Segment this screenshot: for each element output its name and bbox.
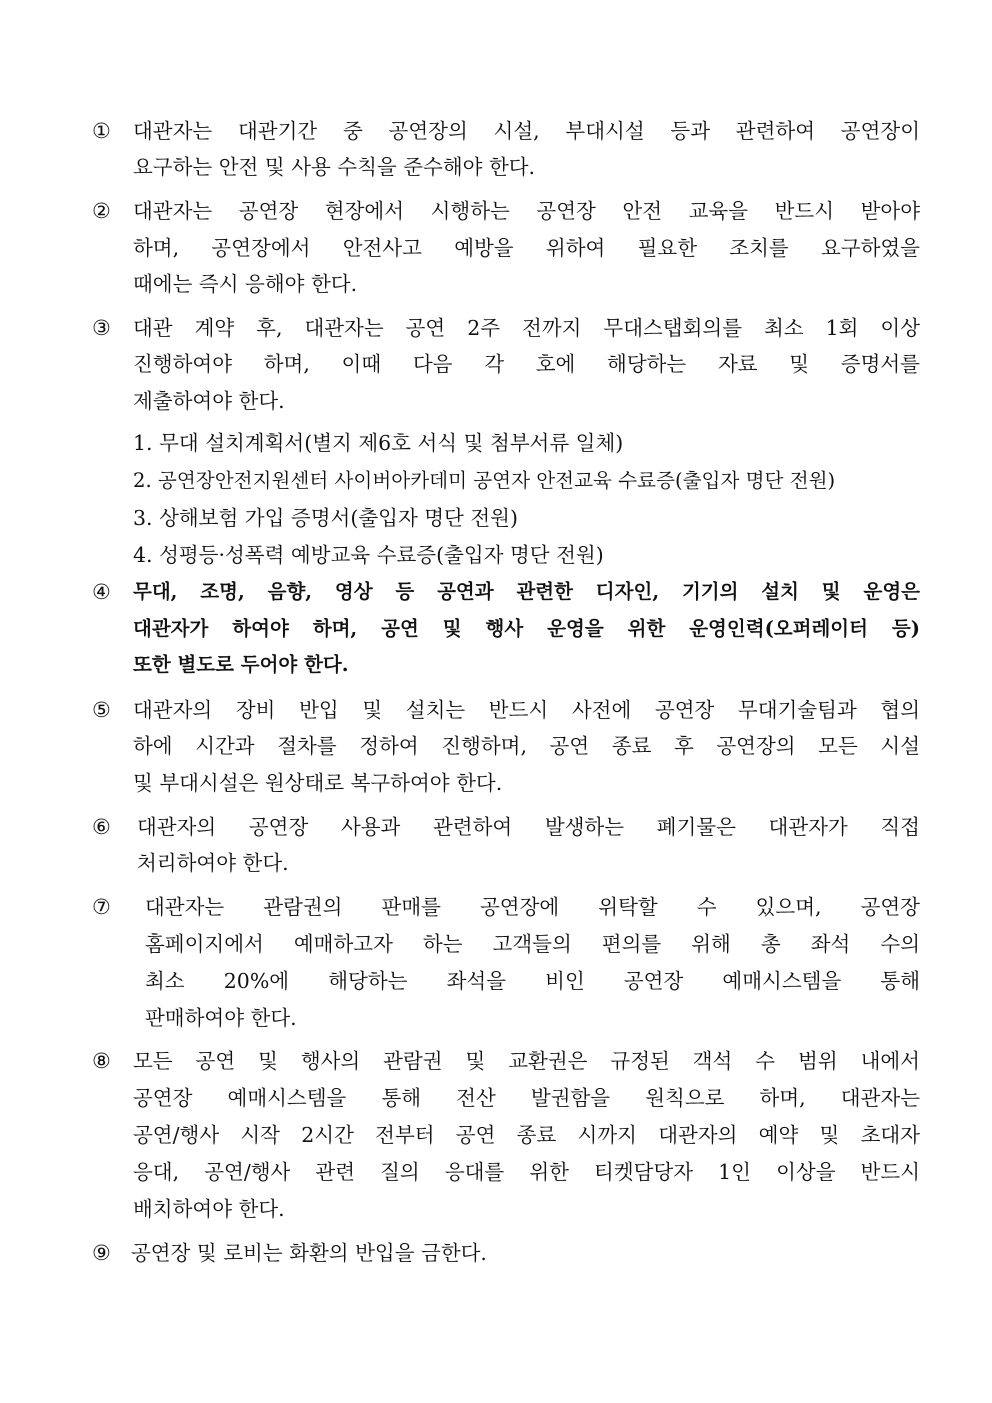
clause-marker: ④ [92,580,111,604]
clause-text-line: 및 부대시설은 원상태로 복구하여야 한다. [133,771,503,795]
clause-text-line: 홈페이지에서 예매하고자 하는 고객들의 편의를 위해 총 좌석 수의 [145,932,920,956]
clause-text-line: 모든 공연 및 행사의 관람권 및 교환권은 규정된 객석 수 범위 내에서 [133,1049,920,1073]
clause-text-line: 판매하여야 한다. [145,1006,297,1030]
clause-marker: ⑨ [92,1241,111,1265]
clause-text-line: 배치하여야 한다. [133,1197,285,1221]
clause-text-line: 공연장 예매시스템을 통해 전산 발권함을 원칙으로 하며, 대관자는 [133,1086,920,1110]
clause-text-line: 최소 20%에 해당하는 좌석을 비인 공연장 예매시스템을 통해 [145,969,920,993]
clause-text-line: 응대, 공연/행사 관련 질의 응대를 위한 티켓담당자 1인 이상을 반드시 [133,1160,920,1184]
clause-text-line: 요구하는 안전 및 사용 수칙을 준수해야 한다. [133,155,536,179]
sub-item: 2. 공연장안전지원센터 사이버아카데미 공연자 안전교육 수료증(출입자 명단 전원) [133,469,836,492]
sub-item: 3. 상해보험 가입 증명서(출입자 명단 전원) [133,506,518,530]
clause-text-line: 대관자는 공연장 현장에서 시행하는 공연장 안전 교육을 반드시 받아야 [133,199,920,223]
clause-marker: ⑦ [92,895,111,919]
clause-text-line: 공연/행사 시작 2시간 전부터 공연 종료 시까지 대관자의 예약 및 초대자 [133,1123,920,1147]
clause-text-line: 대관자의 공연장 사용과 관련하여 발생하는 폐기물은 대관자가 직접 [137,815,920,839]
clause-text-line: 무대, 조명, 음향, 영상 등 공연과 관련한 디자인, 기기의 설치 및 운영은 [133,580,920,603]
clause-marker: ① [92,119,111,143]
clause-text-line: 공연장 및 로비는 화환의 반입을 금한다. [131,1241,487,1265]
clause-text-line: 또한 별도로 두어야 한다. [133,653,349,676]
clause-text-line: 대관자가 하여야 하며, 공연 및 행사 운영을 위한 운영인력(오퍼레이터 등) [133,617,920,640]
clause-marker: ② [92,199,111,223]
clause-text-line: 대관자는 대관기간 중 공연장의 시설, 부대시설 등과 관련하여 공연장이 [133,119,920,143]
clause-marker: ③ [92,316,111,340]
clause-marker: ⑤ [92,698,111,722]
clause-text-line: 대관 계약 후, 대관자는 공연 2주 전까지 무대스탭회의를 최소 1회 이상 [133,316,920,340]
clause-text-line: 처리하여야 한다. [137,851,289,875]
clause-text-line: 하며, 공연장에서 안전사고 예방을 위하여 필요한 조치를 요구하였을 [133,236,920,260]
clause-text-line: 하에 시간과 절차를 정하여 진행하며, 공연 종료 후 공연장의 모든 시설 [133,734,920,758]
clause-marker: ⑥ [92,815,111,839]
clause-text-line: 대관자는 관람권의 판매를 공연장에 위탁할 수 있으며, 공연장 [145,895,920,919]
clause-text-line: 제출하여야 한다. [133,389,285,413]
sub-item: 1. 무대 설치계획서(별지 제6호 서식 및 첨부서류 일체) [133,431,624,455]
clause-text-line: 대관자의 장비 반입 및 설치는 반드시 사전에 공연장 무대기술팀과 협의 [133,698,920,722]
sub-item: 4. 성평등·성폭력 예방교육 수료증(출입자 명단 전원) [133,543,604,567]
clause-marker: ⑧ [92,1049,111,1073]
clause-text-line: 진행하여야 하며, 이때 다음 각 호에 해당하는 자료 및 증명서를 [133,352,920,376]
clause-text-line: 때에는 즉시 응해야 한다. [133,272,358,296]
